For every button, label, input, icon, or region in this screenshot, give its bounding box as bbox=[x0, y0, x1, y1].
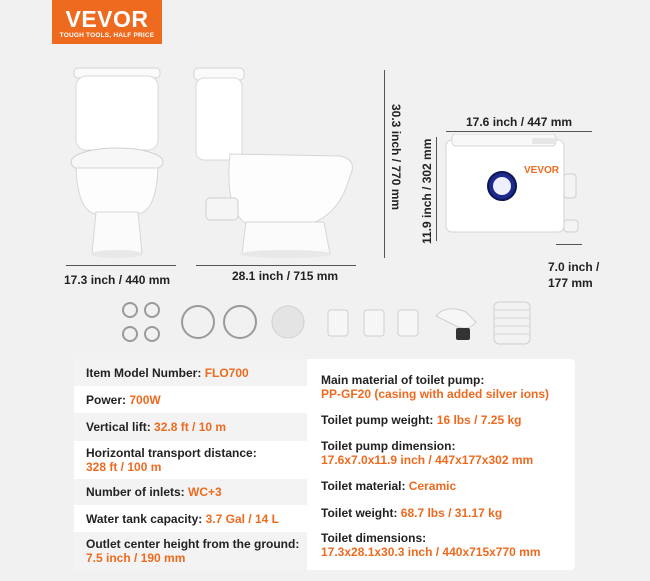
toilet-front-image bbox=[68, 64, 168, 260]
spec-label: Item Model Number: bbox=[86, 365, 205, 380]
spec-value: Ceramic bbox=[408, 479, 457, 493]
spec-row-pump-weight bbox=[321, 407, 575, 433]
spec-row-pump-dimension bbox=[321, 435, 575, 471]
spec-label: Toilet material: bbox=[321, 479, 409, 493]
spec-value: FLO700 bbox=[204, 365, 249, 380]
spec-value: 16 lbs / 7.25 kg bbox=[436, 413, 522, 427]
vevor-logo bbox=[52, 0, 162, 44]
spec-row-horizontal-distance bbox=[74, 441, 307, 479]
logo-tagline: TOUGH TOOLS, HALF PRICE bbox=[59, 32, 155, 39]
toilet-width-label: 17.3 inch / 440 mm bbox=[64, 273, 171, 287]
spec-label: Number of inlets: bbox=[86, 485, 189, 499]
spec-value: PP-GF20 (casing with added silver ions) bbox=[321, 387, 550, 401]
toilet-height-label: 30.3 inch / 770 mm bbox=[389, 104, 403, 211]
spec-value: 68.7 lbs / 31.17 kg bbox=[400, 506, 503, 520]
spec-value: 32.8 ft / 10 m bbox=[154, 420, 227, 434]
logo-brand-name: VEVOR bbox=[65, 6, 149, 32]
spec-value: WC+3 bbox=[188, 485, 222, 499]
spec-row-pump-material bbox=[321, 369, 575, 405]
spec-label: Main material of toilet pump: bbox=[321, 373, 485, 387]
spec-value: 17.3x28.1x30.3 inch / 440x715x770 mm bbox=[321, 545, 541, 559]
spec-value: 3.7 Gal / 14 L bbox=[205, 511, 279, 526]
spec-label: Power: bbox=[86, 392, 130, 407]
spec-value: 328 ft / 100 m bbox=[86, 460, 162, 474]
spec-row-toilet-material bbox=[321, 473, 575, 499]
spec-label: Vertical lift: bbox=[86, 420, 155, 434]
spec-row-model bbox=[74, 359, 307, 386]
spec-value: 7.5 inch / 190 mm bbox=[86, 551, 186, 565]
spec-label: Horizontal transport distance: bbox=[86, 446, 257, 460]
spec-label: Toilet dimensions: bbox=[321, 531, 427, 545]
spec-label: Toilet pump dimension: bbox=[321, 439, 456, 453]
specs-panel bbox=[74, 359, 575, 570]
spec-row-tank-capacity bbox=[74, 505, 307, 532]
spec-row-toilet-dimensions bbox=[321, 527, 575, 563]
toilet-depth-label: 28.1 inch / 715 mm bbox=[232, 269, 339, 283]
spec-label: Outlet center height from the ground: bbox=[86, 537, 300, 551]
pump-depth-label-line2: 177 mm bbox=[548, 276, 593, 290]
pump-image bbox=[444, 134, 582, 242]
spec-row-outlet-height bbox=[74, 532, 307, 570]
pump-width-label: 17.6 inch / 447 mm bbox=[466, 115, 573, 129]
spec-row-inlets bbox=[74, 479, 307, 505]
toilet-side-image bbox=[190, 64, 362, 260]
spec-value: 17.6x7.0x11.9 inch / 447x177x302 mm bbox=[321, 453, 534, 467]
pump-height-label: 11.9 inch / 302 mm bbox=[420, 138, 434, 244]
spec-label: Toilet pump weight: bbox=[321, 413, 437, 427]
spec-value: 700W bbox=[129, 392, 161, 407]
spec-row-toilet-weight bbox=[321, 500, 575, 526]
spec-label: Toilet weight: bbox=[321, 506, 401, 520]
spec-label: Water tank capacity: bbox=[86, 511, 206, 526]
pump-depth-label-line1: 7.0 inch / bbox=[548, 260, 600, 274]
pump-logo: VEVOR bbox=[524, 165, 560, 176]
accessories-image bbox=[116, 296, 536, 350]
spec-row-vertical-lift bbox=[74, 413, 307, 441]
spec-row-power bbox=[74, 386, 307, 413]
